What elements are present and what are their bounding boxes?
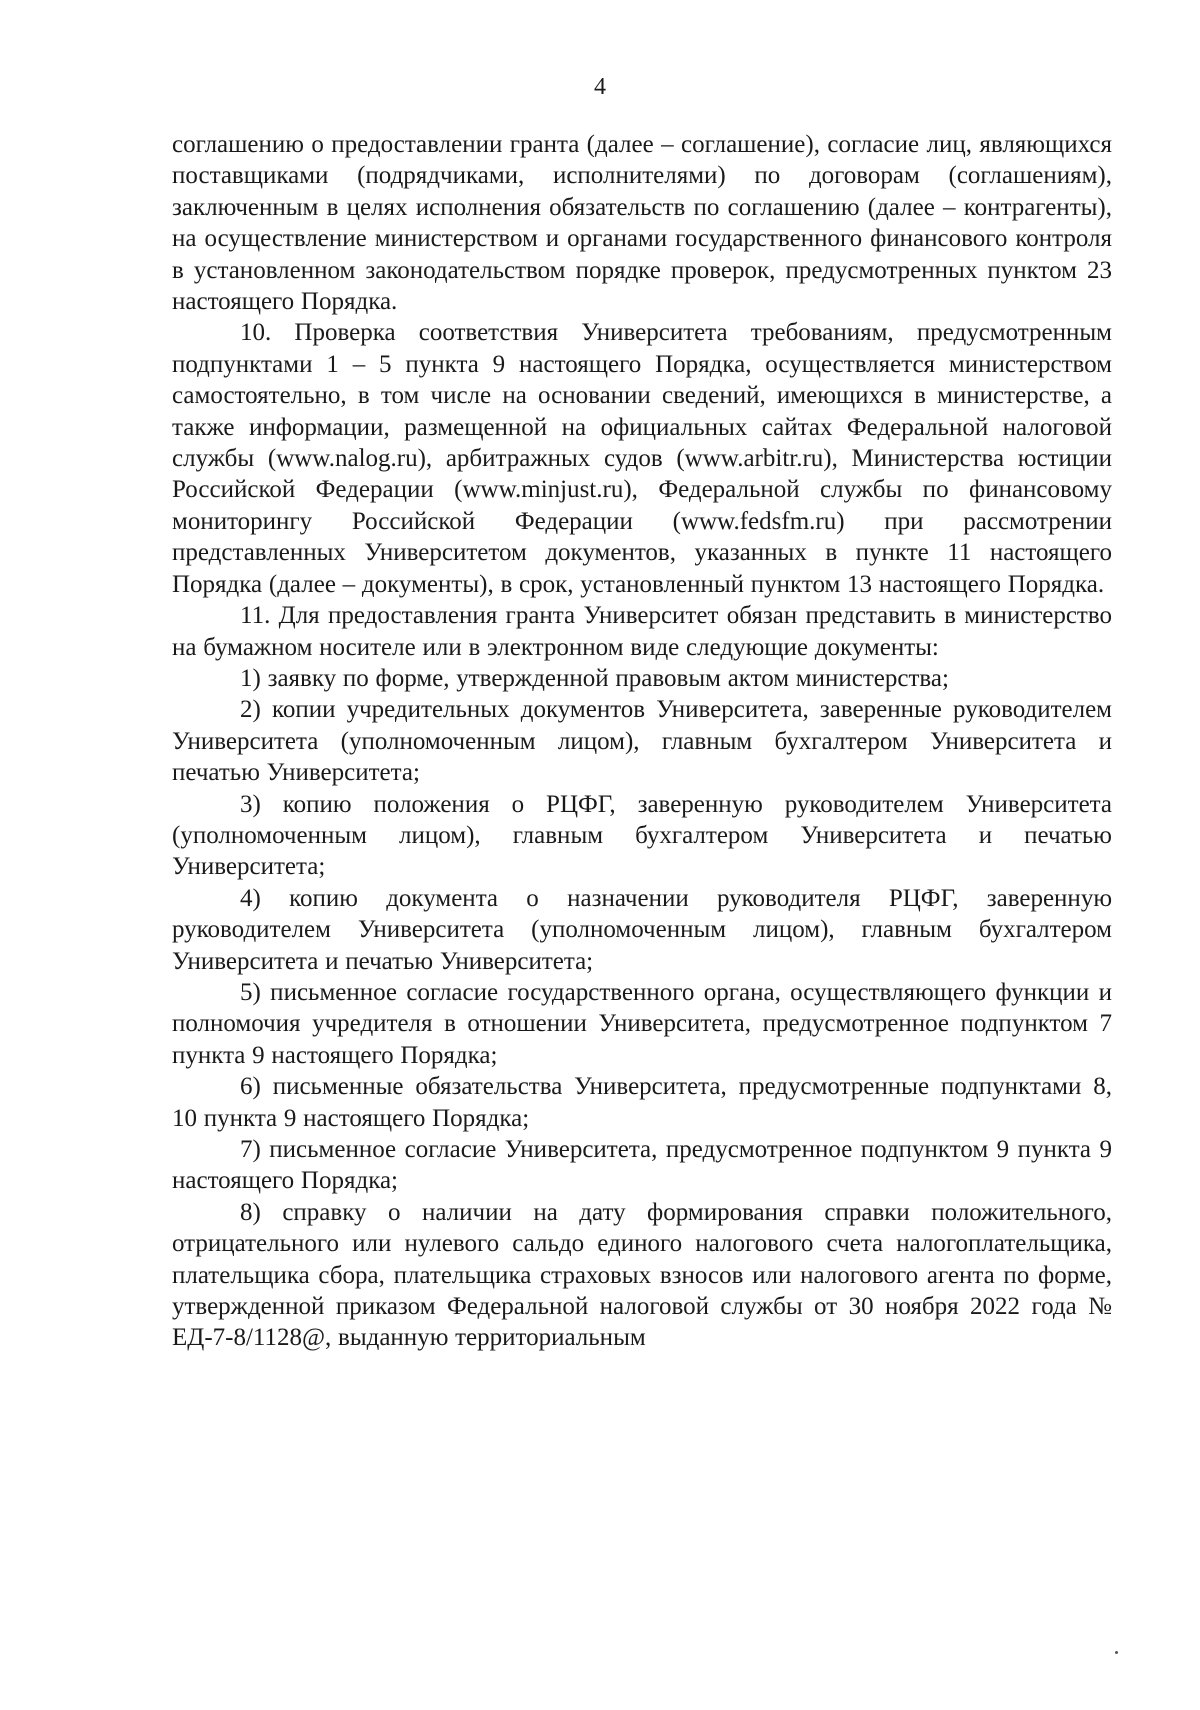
list-item-1: 1) заявку по форме, утвержденной правовым актом министерства; — [240, 664, 949, 692]
page-number: 4 — [594, 74, 606, 100]
document-body — [172, 129, 1112, 1354]
list-item-4: 4) копию документа о назначении руководителя РЦФГ, заверенную руководителем Университета (уполномоченным лицом), главным бухгалтером Университета и печатью Университета; — [172, 884, 1112, 975]
list-item-6: 6) письменные обязательства Университета, предусмотренные подпунктами 8, 10 пункта 9 настоящего Порядка; — [172, 1073, 1112, 1132]
paragraph-continuation: соглашению о предоставлении гранта (далее – соглашение), согласие лиц, являющихся поставщиками (подрядчиками, исполнителями) по договорам (соглашениям), заключенным в целях исполнения обязательств по соглашению (далее – контрагенты), на осуществление министерством и органами государственного финансового контроля в установленном законодательством порядке проверок, предусмотренных пунктом 23 настоящего Порядка. — [172, 131, 1112, 316]
list-item-8: 8) справку о наличии на дату формирования справки положительного, отрицательного или нулевого сальдо единого налогового счета налогоплательщика, плательщика сбора, плательщика страховых взносов или налогового агента по форме, утвержденной приказом Федеральной налоговой службы от 30 ноября 2022 года № ЕД-7-8/1128@, выданную территориальным — [172, 1198, 1112, 1352]
list-item-7: 7) письменное согласие Университета, предусмотренное подпунктом 9 пункта 9 настоящего Порядка; — [172, 1136, 1112, 1195]
scan-speck — [1115, 1651, 1118, 1654]
list-item-3: 3) копию положения о РЦФГ, заверенную руководителем Университета (уполномоченным лицом), главным бухгалтером Университета и печатью Университета; — [172, 790, 1112, 881]
list-item-2: 2) копии учредительных документов Университета, заверенные руководителем Университета (уполномоченным лицом), главным бухгалтером Университета и печатью Университета; — [172, 696, 1112, 787]
list-item-5: 5) письменное согласие государственного органа, осуществляющего функции и полномочия учредителя в отношении Университета, предусмотренное подпунктом 7 пункта 9 настоящего Порядка; — [172, 978, 1112, 1069]
paragraph-item-11: 11. Для предоставления гранта Университет обязан представить в министерство на бумажном носителе или в электронном виде следующие документы: — [172, 602, 1112, 661]
paragraph-item-10: 10. Проверка соответствия Университета требованиям, предусмотренным подпунктами 1 – 5 пункта 9 настоящего Порядка, осуществляется министерством самостоятельно, в том числе на основании сведений, имеющихся в министерстве, а также информации, размещенной на официальных сайтах Федеральной налоговой службы (www.nalog.ru), арбитражных судов (www.arbitr.ru), Министерства юстиции Российской Федерации (www.minjust.ru), Федеральной службы по финансовому мониторингу Российской Федерации (www.fedsfm.ru) при рассмотрении представленных Университетом документов, указанных в пункте 11 настоящего Порядка (далее – документы), в срок, установленный пунктом 13 настоящего Порядка. — [172, 319, 1112, 598]
